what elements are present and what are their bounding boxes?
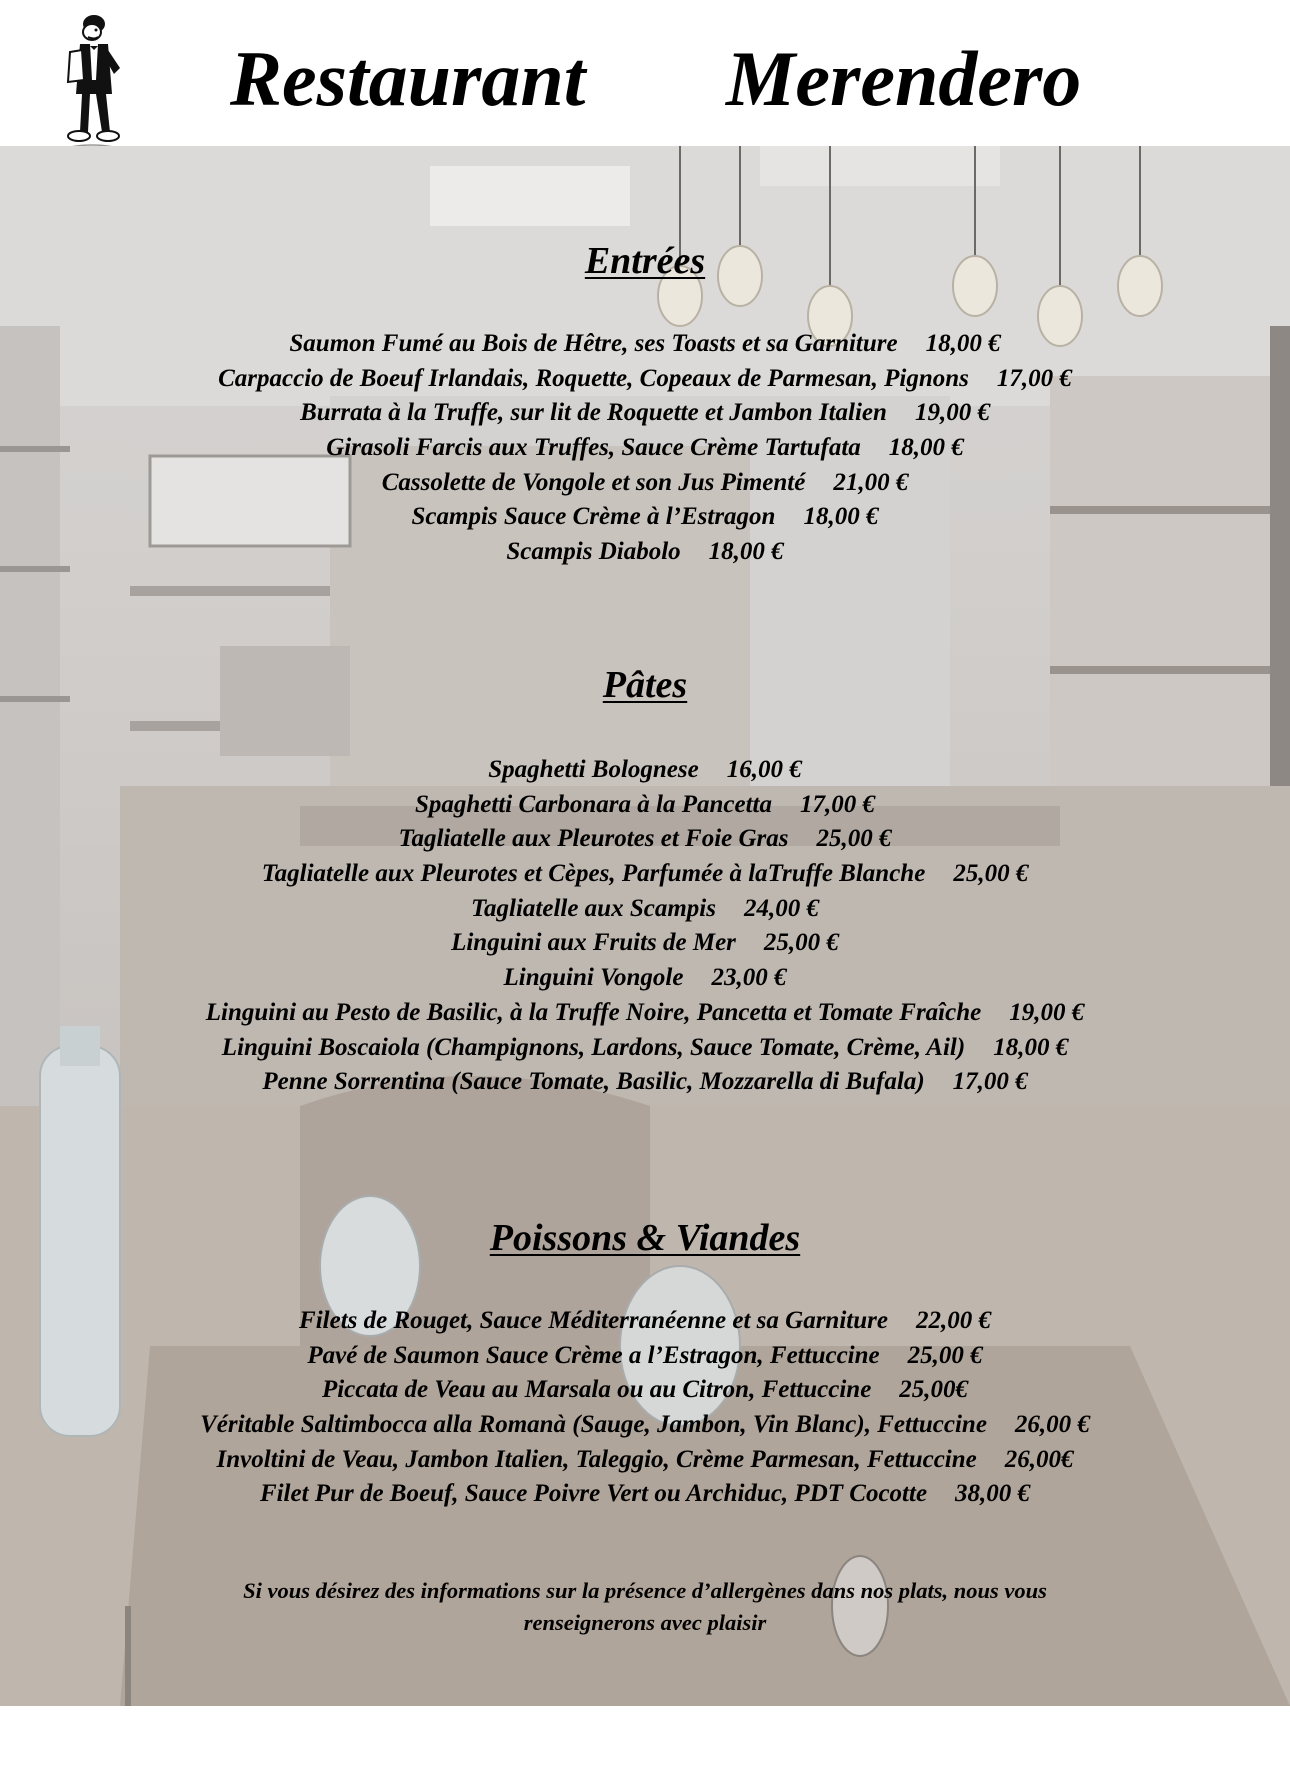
menu-item-name: Piccata de Veau au Marsala ou au Citron, Fettuccine [321,1376,872,1404]
menu-item-price: 19,00 € [1009,998,1085,1026]
menu-item-price: 25,00€ [899,1376,969,1404]
menu-item [0,1477,1290,1512]
menu-item-price: 18,00 € [993,1033,1069,1061]
restaurant-title-left: Restaurant [230,35,586,122]
restaurant-title-right: Merendero [726,35,1082,122]
menu-item-name: Linguini Vongole [503,964,684,992]
menu-item [0,535,1290,570]
menu-item [0,822,1290,857]
menu-item [0,431,1290,466]
menu-item-price: 26,00 € [1014,1411,1090,1439]
pates-list [0,753,1290,1100]
menu-item-name: Linguini au Pesto de Basilic, à la Truffe Noire, Pancetta et Tomate Fraîche [205,998,982,1026]
menu-item-name: Tagliatelle aux Pleurotes et Cèpes, Parfumée à laTruffe Blanche [261,860,926,888]
menu-item-name: Filet Pur de Boeuf, Sauce Poivre Vert ou Archiduc, PDT Cocotte [259,1480,928,1508]
menu-item-price: 38,00 € [955,1480,1031,1508]
menu-item [0,1065,1290,1100]
menu-item [0,1443,1290,1478]
menu-item [0,1339,1290,1374]
allergen-note-line-1: Si vous désirez des informations sur la présence d’allergènes dans nos plats, nous vous [243,1578,1047,1603]
menu-item-price: 18,00 € [708,538,784,566]
menu-item-price: 18,00 € [803,503,879,531]
menu-item-price: 19,00 € [914,399,990,427]
menu-item-name: Tagliatelle aux Scampis [471,894,716,922]
menu-item [0,1031,1290,1066]
menu-item-price: 21,00 € [833,468,909,496]
menu-item-price: 16,00 € [726,756,802,783]
menu-item-name: Véritable Saltimbocca alla Romanà (Sauge, Jambon, Vin Blanc), Fettuccine [200,1411,987,1439]
menu-item-price: 18,00 € [925,330,1001,357]
menu-item-name: Penne Sorrentina (Sauce Tomate, Basilic, Mozzarella di Bufala) [262,1068,925,1096]
section-title-poissons-viandes: Poissons & Viandes [489,1217,801,1259]
menu-item [0,1408,1290,1443]
footer-strip [0,1706,1290,1783]
menu-item [0,327,1290,362]
section-title-pates: Pâtes [602,664,688,706]
menu-item [0,788,1290,823]
menu-item [0,396,1290,431]
menu-item-price: 18,00 € [888,434,964,462]
allergen-note [140,1575,1150,1639]
menu-item-price: 25,00 € [907,1341,983,1369]
menu-item-name: Filets de Rouget, Sauce Méditerranéenne et sa Garniture [299,1307,888,1334]
menu-item-name: Linguini aux Fruits de Mer [451,929,736,957]
menu-item-price: 23,00 € [711,964,787,992]
menu-item-price: 25,00 € [816,825,892,853]
menu-item-price: 17,00 € [952,1068,1028,1096]
menu-item [0,1304,1290,1339]
menu-item-name: Carpaccio de Boeuf Irlandais, Roquette, Copeaux de Parmesan, Pignons [218,364,969,392]
menu-item [0,926,1290,961]
menu-item-name: Scampis Sauce Crème à l’Estragon [411,503,776,531]
menu-item [0,1373,1290,1408]
menu-item-price: 22,00 € [915,1307,991,1334]
menu-item-price: 17,00 € [799,790,875,818]
menu-item [0,892,1290,927]
menu-item-name: Pavé de Saumon Sauce Crème a l’Estragon, Fettuccine [307,1341,880,1369]
header [0,0,1290,146]
menu-item-price: 17,00 € [996,364,1072,392]
menu-item [0,500,1290,535]
allergen-note-line-2: renseignerons avec plaisir [523,1610,767,1635]
menu-item-price: 26,00€ [1004,1445,1074,1473]
menu-item-name: Burrata à la Truffe, sur lit de Roquette et Jambon Italien [300,399,887,427]
menu-item-name: Spaghetti Bolognese [488,756,699,783]
menu-item [0,961,1290,996]
menu-item [0,996,1290,1031]
menu-item [0,362,1290,397]
menu-item [0,753,1290,788]
menu-item-name: Girasoli Farcis aux Truffes, Sauce Crème Tartufata [326,434,861,462]
poissons-viandes-list [0,1304,1290,1512]
section-title-entrees: Entrées [584,240,706,282]
menu-item-name: Saumon Fumé au Bois de Hêtre, ses Toasts et sa Garniture [289,330,898,357]
menu-item-price: 25,00 € [953,860,1029,888]
menu-item-price: 24,00 € [743,894,819,922]
entrees-list [0,327,1290,570]
menu-item [0,857,1290,892]
menu-item-name: Spaghetti Carbonara à la Pancetta [415,790,772,818]
menu-item-name: Tagliatelle aux Pleurotes et Foie Gras [398,825,789,853]
menu-item-name: Cassolette de Vongole et son Jus Pimenté [381,468,806,496]
menu-item-price: 25,00 € [763,929,839,957]
menu-item [0,466,1290,501]
menu-item-name: Linguini Boscaiola (Champignons, Lardons, Sauce Tomate, Crème, Ail) [221,1033,966,1061]
menu-item-name: Scampis Diabolo [506,538,681,566]
menu-item-name: Involtini de Veau, Jambon Italien, Taleggio, Crème Parmesan, Fettuccine [216,1445,977,1473]
